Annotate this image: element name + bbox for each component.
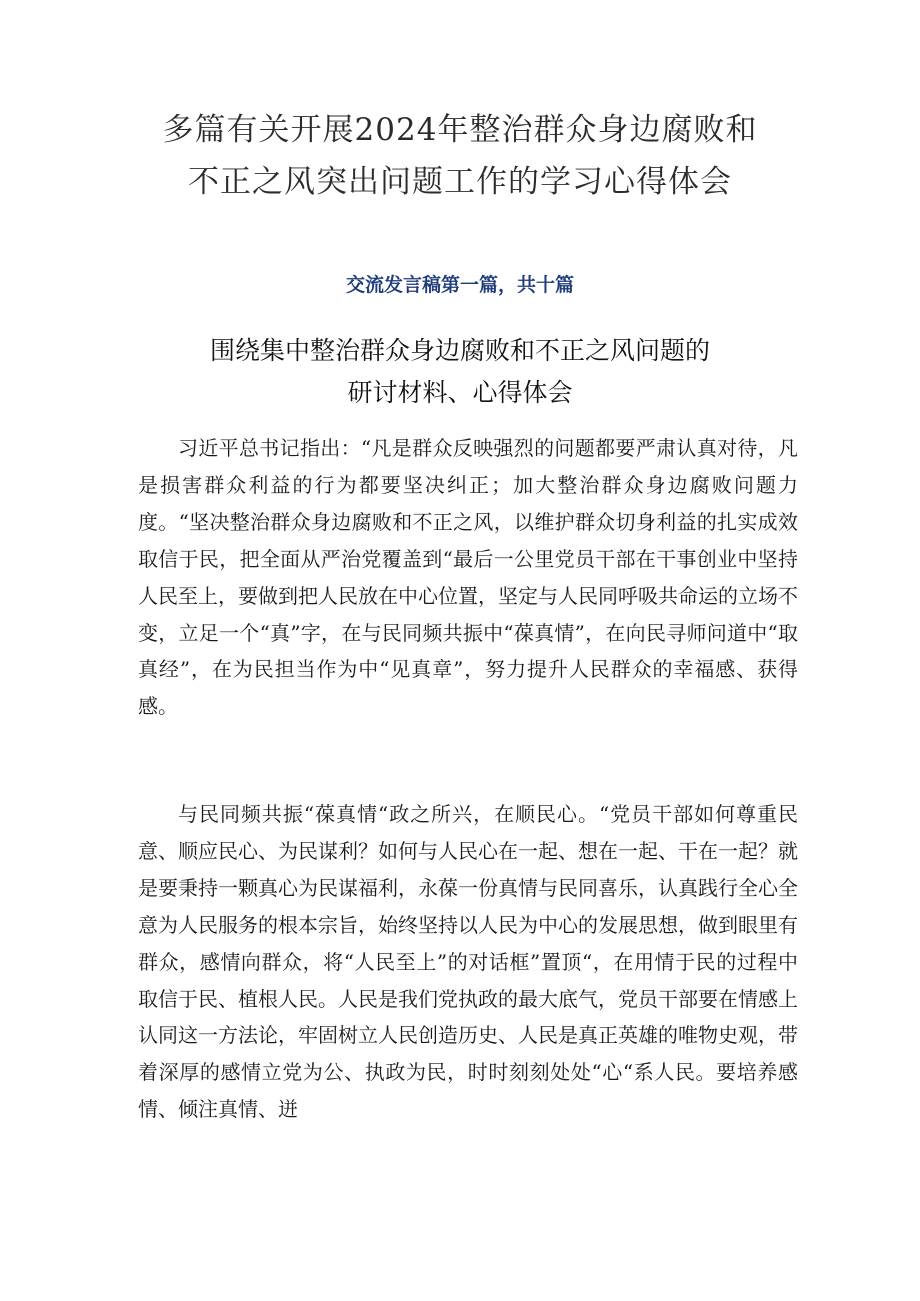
article-subtitle-line-2: 研讨材料、心得体会 — [347, 378, 573, 407]
section-label: 交流发言稿第一篇，共十篇 — [345, 274, 574, 296]
document-title-line-1: 多篇有关开展2024年整治群众身边腐败和 — [162, 112, 758, 148]
document-title — [60, 104, 860, 208]
article-subtitle — [60, 330, 860, 414]
document-title-line-2: 不正之风突出问题工作的学习心得体会 — [188, 164, 732, 200]
article-subtitle-line-1: 围绕集中整治群众身边腐败和不正之风问题的 — [209, 336, 710, 365]
body-paragraph-1: 习近平总书记指出：“凡是群众反映强烈的问题都要严肃认真对待，凡是损害群众利益的行为都要坚决纠正；加大整治群众身边腐败问题力度。“坚决整治群众身边腐败和不正之风，以维护群众切身利益的扎实成效取信于民，把全面从严治党覆盖到“最后一公里党员干部在干事创业中坚持人民至上，要做到把人民放在中心位置，坚定与人民同呼吸共命运的立场不变，立足一个“真”字，在与民同频共振中“葆真情”，在向民寻师问道中“取真经”，在为民担当作为中“见真章”，努力提升人民群众的幸福感、获得感。 — [138, 436, 798, 719]
body-paragraph-2: 与民同频共振“葆真情“政之所兴，在顺民心。“党员干部如何尊重民意、顺应民心、为民谋利？如何与人民心在一起、想在一起、干在一起？就是要秉持一颗真心为民谋福利，永葆一份真情与民同喜乐，认真践行全心全意为人民服务的根本宗旨，始终坚持以人民为中心的发展思想，做到眼里有群众，感情向群众，将“人民至上”的对话框”置顶“，在用情于民的过程中取信于民、植根人民。人民是我们党执政的最大底气，党员干部要在情感上认同这一方法论，牢固树立人民创造历史、人民是真正英雄的唯物史观，带着深厚的感情立党为公、执政为民，时时刻刻处处“心“系人民。要培养感情、倾注真情、迸 — [138, 802, 798, 1122]
